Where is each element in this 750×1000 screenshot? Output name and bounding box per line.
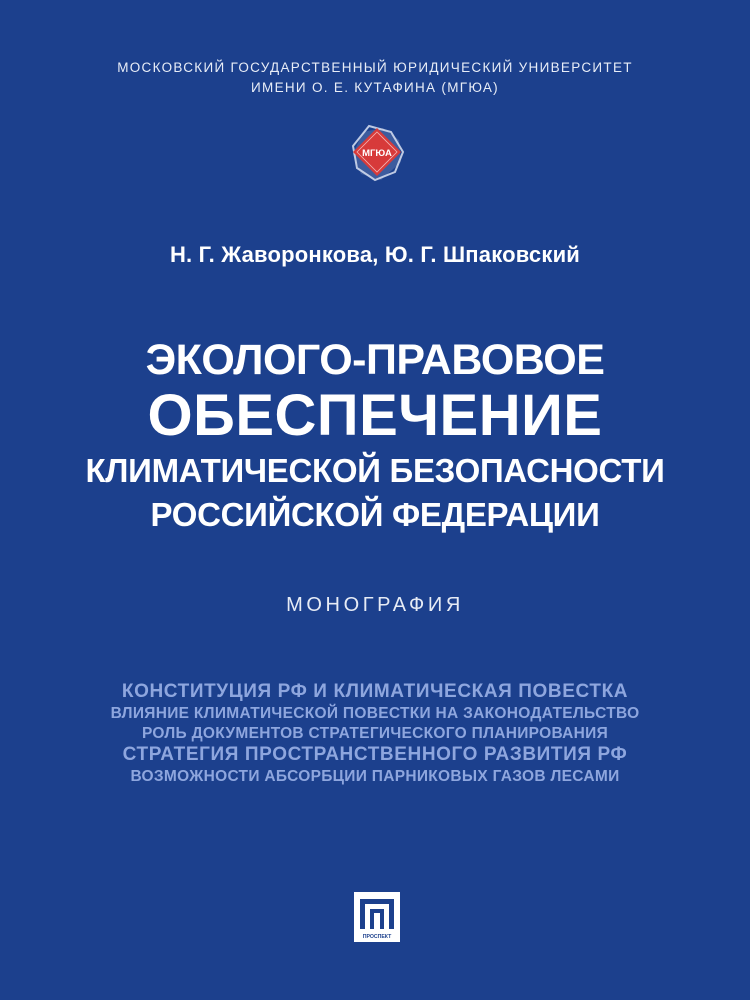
topic-item: ВЛИЯНИЕ КЛИМАТИЧЕСКОЙ ПОВЕСТКИ НА ЗАКОНОДАТЕЛЬСТВО — [110, 705, 640, 722]
title-line4: РОССИЙСКОЙ ФЕДЕРАЦИИ — [150, 496, 600, 533]
topic-item: ВОЗМОЖНОСТИ АБСОРБЦИИ ПАРНИКОВЫХ ГАЗОВ ЛЕСАМИ — [130, 768, 620, 785]
university-name-line1: МОСКОВСКИЙ ГОСУДАРСТВЕННЫЙ ЮРИДИЧЕСКИЙ УНИВЕРСИТЕТ — [117, 60, 633, 75]
authors: Н. Г. Жаворонкова, Ю. Г. Шпаковский — [169, 242, 581, 267]
topic-item: КОНСТИТУЦИЯ РФ И КЛИМАТИЧЕСКАЯ ПОВЕСТКА — [121, 681, 629, 702]
logo-text: МГЮА — [362, 148, 392, 159]
topic-item: СТРАТЕГИЯ ПРОСТРАНСТВЕННОГО РАЗВИТИЯ РФ — [122, 744, 628, 765]
mgua-logo-icon — [341, 118, 413, 190]
genre-label: МОНОГРАФИЯ — [286, 594, 464, 616]
prospekt-logo-icon — [354, 892, 400, 942]
title-line2: ОБЕСПЕЧЕНИЕ — [147, 383, 603, 448]
publisher-logo-text: ПРОСПЕКТ — [362, 934, 392, 940]
topic-item: РОЛЬ ДОКУМЕНТОВ СТРАТЕГИЧЕСКОГО ПЛАНИРОВАНИЯ — [141, 725, 609, 742]
title-line1: ЭКОЛОГО-ПРАВОВОЕ — [145, 336, 605, 384]
university-name-line2: ИМЕНИ О. Е. КУТАФИНА (МГЮА) — [251, 80, 499, 95]
title-line3: КЛИМАТИЧЕСКОЙ БЕЗОПАСНОСТИ — [85, 452, 665, 489]
